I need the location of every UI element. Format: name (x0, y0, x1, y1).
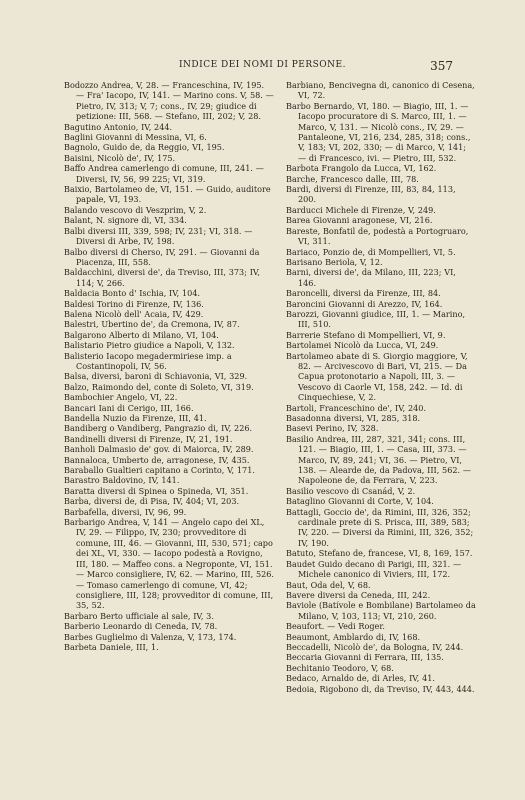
index-entry: Balsa, diversi, baroni di Schiavonia, VI, 329. (64, 371, 248, 382)
index-entry: Bataglino Giovanni di Corte, V, 104. (286, 496, 434, 507)
index-entry: Beccadelli, Nicolò de', da Bologna, IV, 244. (286, 641, 464, 652)
index-entry: Basilio Andrea, III, 287, 321, 341; cons. III, 121. — Biagio, III, 1. — Casa, III, 373. — Marco, IV, 89, 241; VI, 36. — Pietro, VI, 138. — Alearde de, da Padova, III, 562. — Napoleone de, da Ferrara, V, 223. (286, 433, 471, 486)
index-entry: Bambochier Angelo, VI, 22. (64, 392, 178, 403)
index-entry: Barbaro Berto ufficiale al sale, IV, 3. (64, 610, 214, 621)
page-header (0, 60, 525, 78)
index-entry: Bagutino Antonio, IV, 244. (64, 121, 173, 132)
running-title: INDICE DEI NOMI DI PERSONE. (179, 60, 346, 70)
index-entry: Baglini Giovanni di Messina, VI, 6. (64, 132, 207, 143)
index-entry: Bardi, diversi di Firenze, III, 83, 84, 113, 200. (286, 184, 456, 205)
index-entry: Basadonna diversi, VI, 285, 318. (286, 413, 421, 423)
index-entry: Barba, diversi de, di Pisa, IV, 404; VI, 203. (64, 496, 240, 507)
index-entry: Balbo diversi di Cherso, IV, 291. — Giovanni da Piacenza, III, 558. (64, 246, 260, 267)
index-entry: Barbes Guglielmo di Valenza, V, 173, 174. (64, 631, 237, 642)
index-entry: Barche, Francesco dalle, III, 78. (286, 173, 419, 184)
index-entry: Baldacia Bonto d' Ischia, IV, 104. (64, 288, 201, 299)
index-entry: Balando vescovo di Veszprim, V, 2. (64, 204, 207, 215)
index-entry: Barbiano, Bencivegna di, canonico di Cesena, VI, 72. (286, 80, 475, 101)
index-entry: Barberio Leonardo di Ceneda, IV, 78. (64, 621, 218, 632)
index-entry: Baisini, Nicolò de', IV, 175. (64, 152, 176, 163)
index-entry: Batuto, Stefano de, francese, VI, 8, 169, 157. (286, 548, 473, 559)
index-entry: Bodozzo Andrea, V, 28. — Franceschina, IV, 195. — Fra' Iacopo, IV, 141. — Marino cons. V, 58. — Pietro, IV, 313; V, 7; cons., IV, 29; giudice di petizione: III, 568. — Stefano, III, 202; V, 28. (64, 80, 274, 122)
index-entry: Bartolameo abate di S. Giorgio maggiore, V, 82. — Arcivescovo di Bari, VI, 215. — Da Capua protonotario a Napoli, III, 3. — Vescovo di Caorle VI, 158, 242. — Id. di Cinquechiese, V, 2. (286, 350, 468, 403)
index-entry: Baixio, Bartolameo de, VI, 151. — Guido, auditore papale, VI, 193. (64, 184, 271, 205)
index-entry: Basilio vescovo di Csanád, V, 2. (286, 485, 416, 496)
index-entry: Balisterio Iacopo megadermiriese imp. a Costantinopoli, IV, 56. (64, 350, 232, 371)
index-entry: Baut, Oda del, V, 68. (286, 579, 371, 590)
index-entry: Barbota Frangolo da Lucca, VI, 162. (286, 163, 437, 174)
index-entry: Balestri, Ubertino de', da Cremona, IV, 87. (64, 319, 240, 330)
index-entry: Baudet Guido decano di Parigi, III, 321. — Michele canonico di Viviers, III, 172. (286, 558, 462, 580)
index-entry: Bedaco, Arnaldo de, di Arles, IV, 41. (286, 673, 435, 684)
index-entry: Balgarono Alberto di Milano, VI, 104. (64, 329, 219, 340)
index-entry: Barni, diversi de', da Milano, III, 223; VI, 146. (286, 267, 456, 288)
index-entry: Bagnolo, Guido de, da Reggio, VI, 195. (64, 142, 225, 153)
index-entry: Beaumont, Amblardo di, IV, 168. (286, 631, 421, 642)
index-entry: Balant, N. signore di, VI, 334. (64, 215, 187, 226)
index-entry: Bavere diversi da Ceneda, III, 242. (286, 589, 431, 600)
index-entry: Bancari Iani di Cerigo, III, 166. (64, 402, 194, 413)
index-entry: Bedoia, Rigobono di, da Treviso, IV, 443, 444. (286, 683, 475, 694)
index-entry: Baldesi Torino di Firenze, IV, 136. (64, 298, 204, 309)
left-index-column (64, 80, 274, 652)
index-entry: Balistario Pietro giudice a Napoli, V, 132. (64, 340, 235, 351)
index-entry: Balzo, Raimondo del, conte di Soleto, VI, 319. (64, 381, 254, 392)
index-entry: Barbo Bernardo, VI, 180. — Biagio, III, 1. — Iacopo procuratore di S. Marco, III, 1. — Marco, V, 131. — Nicolò cons., IV, 29. — Pantaleone, VI, 216, 234, 285, 318; cons., V, 183; VI, 202, 330; — di Marco, V, 141; — di Francesco, ivi. — Pietro, III, 532. (286, 100, 471, 163)
index-entry: Banholi Dalmasio de' gov. di Maiorca, IV, 289. (64, 444, 254, 455)
index-entry: Battagli, Goccio de', da Rimini, III, 326, 352; cardinale prete di S. Prisca, III, 389, 583; IV, 220. — Diversi da Rimini, III, 326, 352; IV, 190. (286, 506, 474, 548)
index-entry: Bannaloca, Umberto de, arragonese, IV, 435. (64, 454, 250, 465)
page-number: 357 (430, 59, 453, 73)
index-entry: Baffo Andrea camerlengo di comune, III, 241. — Diversi, IV, 56, 99 225; VI, 319. (64, 163, 264, 184)
index-entry: Balbi diversi III, 339, 598; IV, 231; VI, 318. — Diversi di Arbe, IV, 198. (64, 225, 253, 247)
index-entry: Barozzi, Giovanni giudice, III, 1. — Marino, III, 510. (286, 308, 466, 330)
index-entry: Barducci Michele di Firenze, V, 249. (286, 204, 436, 215)
index-entry: Barbarigo Andrea, V, 141 — Angelo capo dei XL, IV, 29. — Filippo, IV, 230; provveditore di comune, III, 46. — Giovanni, III, 530, 571; capo dei XL, VI, 330. — Iacopo podestà a Rovigno, III, 180. — Maffeo cons. a Negroponte, VI, 151. — Marco consigliere, IV, 62. — Marino, III, 526. — Tomaso camerlengo di comune, VI, 42; consigliere, III, 128; provveditor di comune, III, 35, 52. (64, 517, 274, 611)
index-entry: Baldacchini, diversi de', da Treviso, III, 373; IV, 114; V, 266. (64, 267, 260, 288)
index-entry: Barea Giovanni aragonese, VI, 216. (286, 215, 433, 226)
index-entry: Barbeta Daniele, III, 1. (64, 641, 159, 652)
index-entry: Bartolamei Nicolò da Lucca, VI, 249. (286, 340, 439, 351)
index-entry: Bariaco, Ponzio de, di Mompellieri, VI, 5. (286, 246, 456, 257)
index-entry: Bechitanio Teodoro, V, 68. (286, 662, 394, 673)
index-entry: Bandinelli diversi di Firenze, IV, 21, 191. (64, 433, 233, 444)
index-entry: Barbafella, diversi, IV, 96, 99. (64, 506, 187, 517)
index-entry: Barisano Beriola, V, 12. (286, 256, 383, 267)
index-entry: Basevi Perino, IV, 328. (286, 423, 379, 434)
right-index-column (286, 80, 476, 694)
index-entry: Baroncelli, diversi da Firenze, III, 84. (286, 288, 441, 299)
index-entry: Beccaria Giovanni di Ferrara, III, 135. (286, 652, 444, 663)
index-entry: Beaufort. — Vedi Roger. (286, 621, 385, 632)
index-entry: Baratta diversi di Spinea o Spineda, VI, 351. (64, 485, 249, 496)
index-entry: Balena Nicolò dell' Acaia, IV, 429. (64, 308, 204, 319)
index-entry: Bandella Nuzio da Firenze, III, 41. (64, 413, 207, 423)
index-entry: Bandiberg o Vandiberg, Pangrazio di, IV, 226. (64, 423, 253, 434)
index-entry: Bartoli, Franceschino de', IV, 240. (286, 402, 427, 413)
index-entry: Baraballo Gualtieri capitano a Corinto, V, 171. (64, 465, 255, 476)
index-entry: Barrerie Stefano di Mompellieri, VI, 9. (286, 329, 446, 340)
index-entry: Bareste, Bonfatil de, podestà a Portogruaro, VI, 311. (286, 225, 469, 247)
index-entry: Barastro Baldovino, IV, 141. (64, 475, 180, 486)
index-entry: Baviole (Batívole e Bombilane) Bartolameo da Milano, V, 103, 113; VI, 210, 260. (286, 600, 476, 621)
index-entry: Baroncini Giovanni di Arezzo, IV, 164. (286, 298, 443, 309)
